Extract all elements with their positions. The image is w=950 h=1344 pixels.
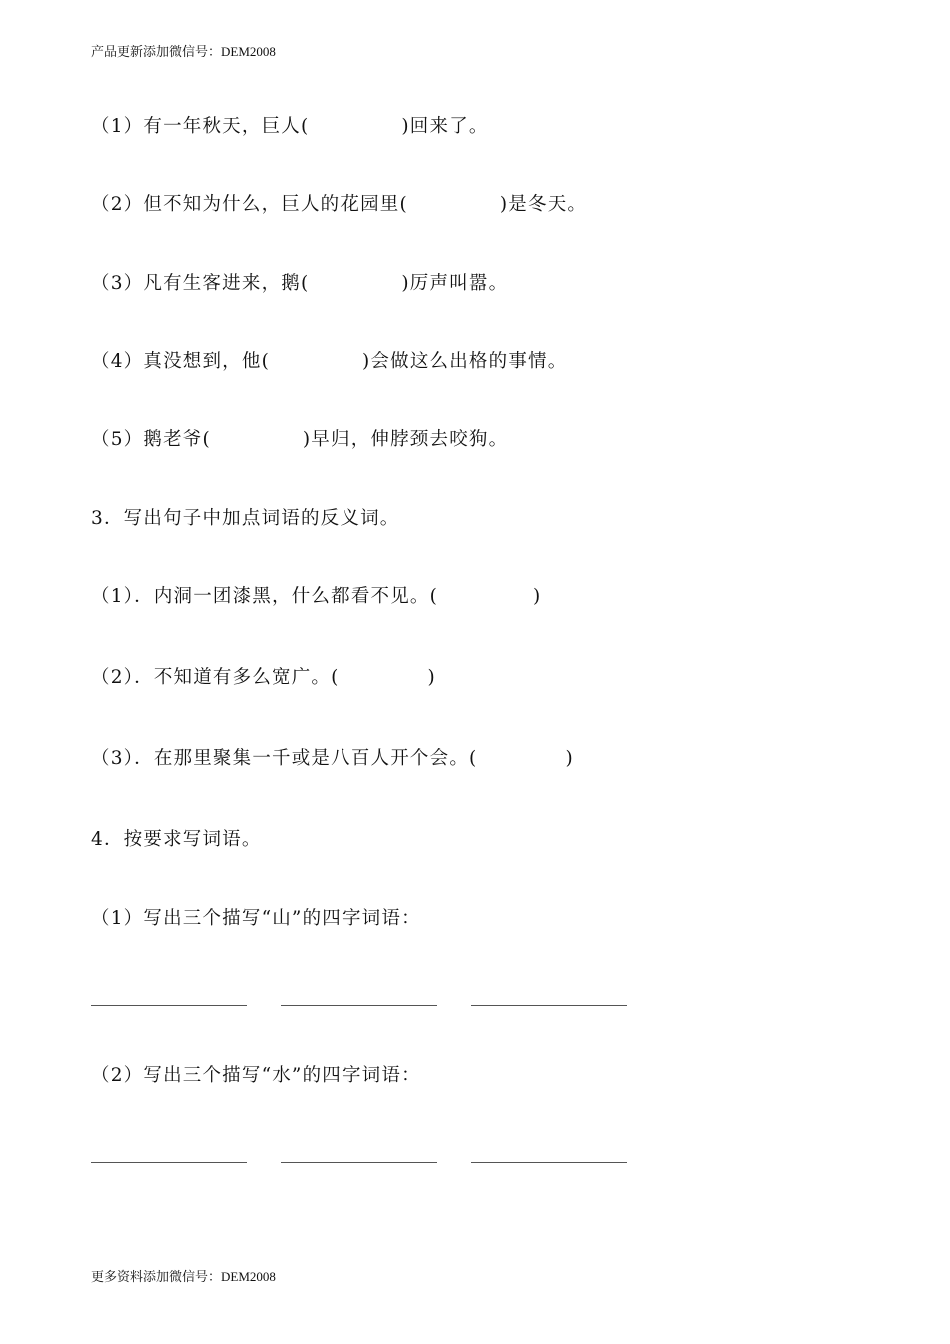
answer-line[interactable] xyxy=(471,1162,627,1163)
answer-line[interactable] xyxy=(91,1162,247,1163)
answer-line[interactable] xyxy=(281,1162,437,1163)
answer-line[interactable] xyxy=(91,1005,247,1006)
page-header: 产品更新添加微信号：DEM2008 xyxy=(91,44,276,59)
question-4-title: 4．按要求写词语。 xyxy=(91,829,262,850)
answer-line[interactable] xyxy=(471,1005,627,1006)
page-footer: 更多资料添加微信号：DEM2008 xyxy=(91,1269,276,1284)
answer-line[interactable] xyxy=(281,1005,437,1006)
antonym-item-2: （2）．不知道有多么宽广。( ) xyxy=(91,667,436,688)
fill-item-3: （3）凡有生客进来，鹅( )厉声叫嚣。 xyxy=(91,273,509,294)
antonym-item-1: （1）．内洞一团漆黑，什么都看不见。( ) xyxy=(91,586,542,607)
antonym-item-3: （3）．在那里聚集一千或是八百人开个会。( ) xyxy=(91,748,574,769)
fill-item-2: （2）但不知为什么，巨人的花园里( )是冬天。 xyxy=(91,194,588,215)
question-4-sub-1: （1）写出三个描写“山”的四字词语： xyxy=(91,908,421,929)
fill-item-5: （5）鹅老爷( )早归，伸脖颈去咬狗。 xyxy=(91,429,509,450)
question-3-title: 3．写出句子中加点词语的反义词。 xyxy=(91,508,400,529)
question-4-sub-2: （2）写出三个描写“水”的四字词语： xyxy=(91,1065,421,1086)
fill-item-4: （4）真没想到，他( )会做这么出格的事情。 xyxy=(91,351,568,372)
fill-item-1: （1）有一年秋天，巨人( )回来了。 xyxy=(91,116,489,137)
